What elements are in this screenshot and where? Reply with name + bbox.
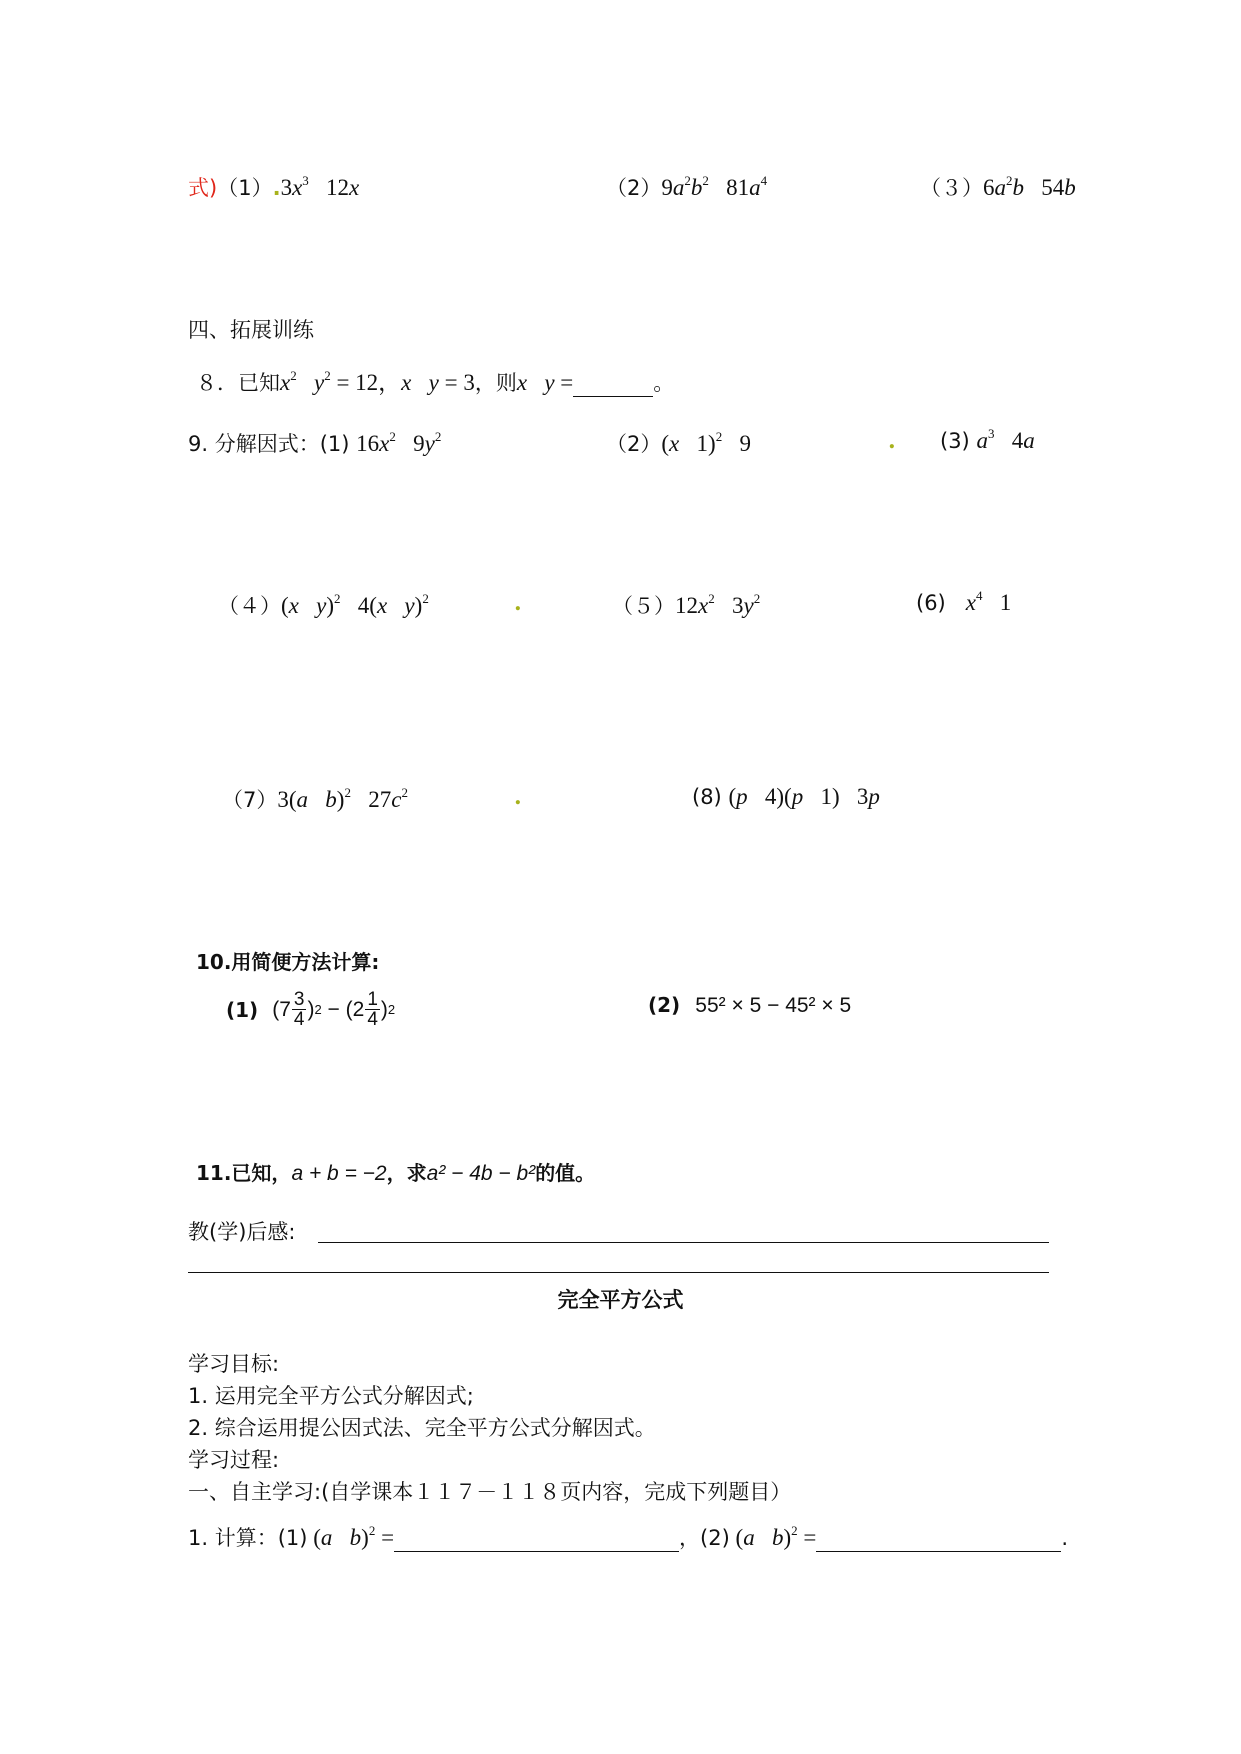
goal-item-2: 2. 综合运用提公因式法、完全平方公式分解因式。: [188, 1416, 656, 1440]
q11-ask: ，求: [386, 1161, 427, 1185]
q9-2-expr: (x 1)$^2$ 9: [661, 429, 751, 456]
q9-1-label: (1): [319, 432, 350, 456]
problem-2: [606, 172, 767, 202]
q10-1-expr: (7 $\frac{3}{4}$ ) 2 − (2 $\frac{1}{4}$ ) 2: [272, 989, 396, 1030]
question-10-item-2: [648, 993, 851, 1018]
q11-expr: a² − 4b − b²: [426, 1162, 536, 1185]
top-row-problems: 式)$(1).3x^3$ 12x: [188, 173, 360, 200]
reflection-line-1[interactable]: [318, 1242, 1049, 1243]
question-9-item-3: [940, 428, 1035, 454]
q1-2-answer-blank[interactable]: [816, 1529, 1061, 1552]
question-9-item-2: [606, 428, 751, 458]
q9-2-label: （2）: [606, 432, 662, 456]
stray-dot: .: [514, 784, 522, 810]
q1-end: .: [1061, 1526, 1069, 1550]
question-8: ８．已知$x^2$ $y^2 = 12$，x y = 3，则x y = 。: [196, 368, 675, 395]
problem-3: [920, 172, 1076, 202]
q9-3-label: (3): [940, 429, 970, 453]
problem-3-label: （３）: [920, 176, 983, 200]
q10-2-expr: 55² × 5 − 45² × 5: [695, 994, 852, 1017]
q9-8-label: (8): [692, 785, 722, 809]
q9-4-expr: (x y)$^2$ 4(x y)$^2$: [281, 591, 429, 618]
q1-sep: ，(2): [679, 1526, 730, 1550]
question-11: [196, 1157, 595, 1186]
section-title: 完全平方公式: [557, 1288, 684, 1312]
q8-answer-blank[interactable]: [573, 374, 653, 397]
q9-6-expr: $x^4$ 1: [965, 588, 1012, 615]
q8-suffix: ，则: [474, 371, 517, 395]
question-9-item-1: [188, 428, 441, 458]
process-heading: 学习过程:: [188, 1448, 280, 1472]
q9-lead: 9. 分解因式：: [188, 432, 320, 456]
q9-1-expr: $16x^2$ $9y^2$: [356, 429, 442, 456]
q8-end: 。: [653, 371, 675, 395]
problem-2-label: （2）: [606, 176, 662, 200]
goal-item-1: 1. 运用完全平方公式分解因式;: [188, 1384, 474, 1408]
problem-2-expr: $9a^2b^2$ $81a^4$: [661, 173, 768, 200]
q11-lead: 11.已知，: [196, 1161, 292, 1185]
q1-1-answer-blank[interactable]: [394, 1529, 679, 1552]
question-10-item-1: [226, 990, 395, 1029]
q9-4-label: （４）: [218, 594, 281, 618]
problem-3-expr: $6a^2b$ 54b: [983, 173, 1076, 200]
q11-cond: a + b = −2: [291, 1162, 387, 1185]
q9-7-label: （7）: [222, 788, 278, 812]
reflection-line-2[interactable]: [188, 1272, 1049, 1273]
q1-lead: 1. 计算：(1): [188, 1526, 308, 1550]
question-9-item-8: [692, 784, 880, 810]
question-9-item-5: [612, 590, 760, 620]
q8-text: ８．已知: [196, 371, 280, 395]
top-row-prefix: 式): [188, 176, 218, 200]
process-question-1: 1. 计算：(1) (a b)$^2$ = ，(2) (a b)$^2$ = .: [188, 1523, 1069, 1550]
problem-1-expr: $3x^3$ 12x: [280, 173, 360, 200]
q10-1-label: (1): [226, 997, 259, 1022]
q9-8-expr: (p 4)(p 1) 3p: [728, 784, 880, 809]
question-9-item-4: [218, 590, 429, 620]
q10-2-label: (2): [648, 993, 681, 1017]
goals-heading: 学习目标:: [188, 1352, 280, 1376]
q9-3-expr: $a^3$ 4a: [976, 426, 1035, 453]
q9-5-label: （５）: [612, 594, 675, 618]
question-9-item-6: [916, 590, 1011, 616]
problem-1-label: （1）: [217, 176, 273, 200]
q9-7-expr: 3(a b)$^2$ $27c^2$: [277, 785, 408, 812]
question-9-item-7: [222, 784, 408, 814]
stray-dot: .: [514, 590, 522, 616]
section-heading-extension: 四、拓展训练: [188, 318, 314, 342]
stray-dot: .: [888, 428, 896, 454]
question-10-heading: 10.用简便方法计算:: [196, 950, 380, 974]
q9-5-expr: $12x^2$ $3y^2$: [675, 591, 761, 618]
self-study-instruction: 一、自主学习:(自学课本１１７－１１８页内容，完成下列题目）: [188, 1480, 792, 1504]
q9-6-label: (6): [916, 591, 946, 615]
reflection-label: 教(学)后感:: [188, 1220, 296, 1244]
q11-tail: 的值。: [535, 1161, 596, 1185]
